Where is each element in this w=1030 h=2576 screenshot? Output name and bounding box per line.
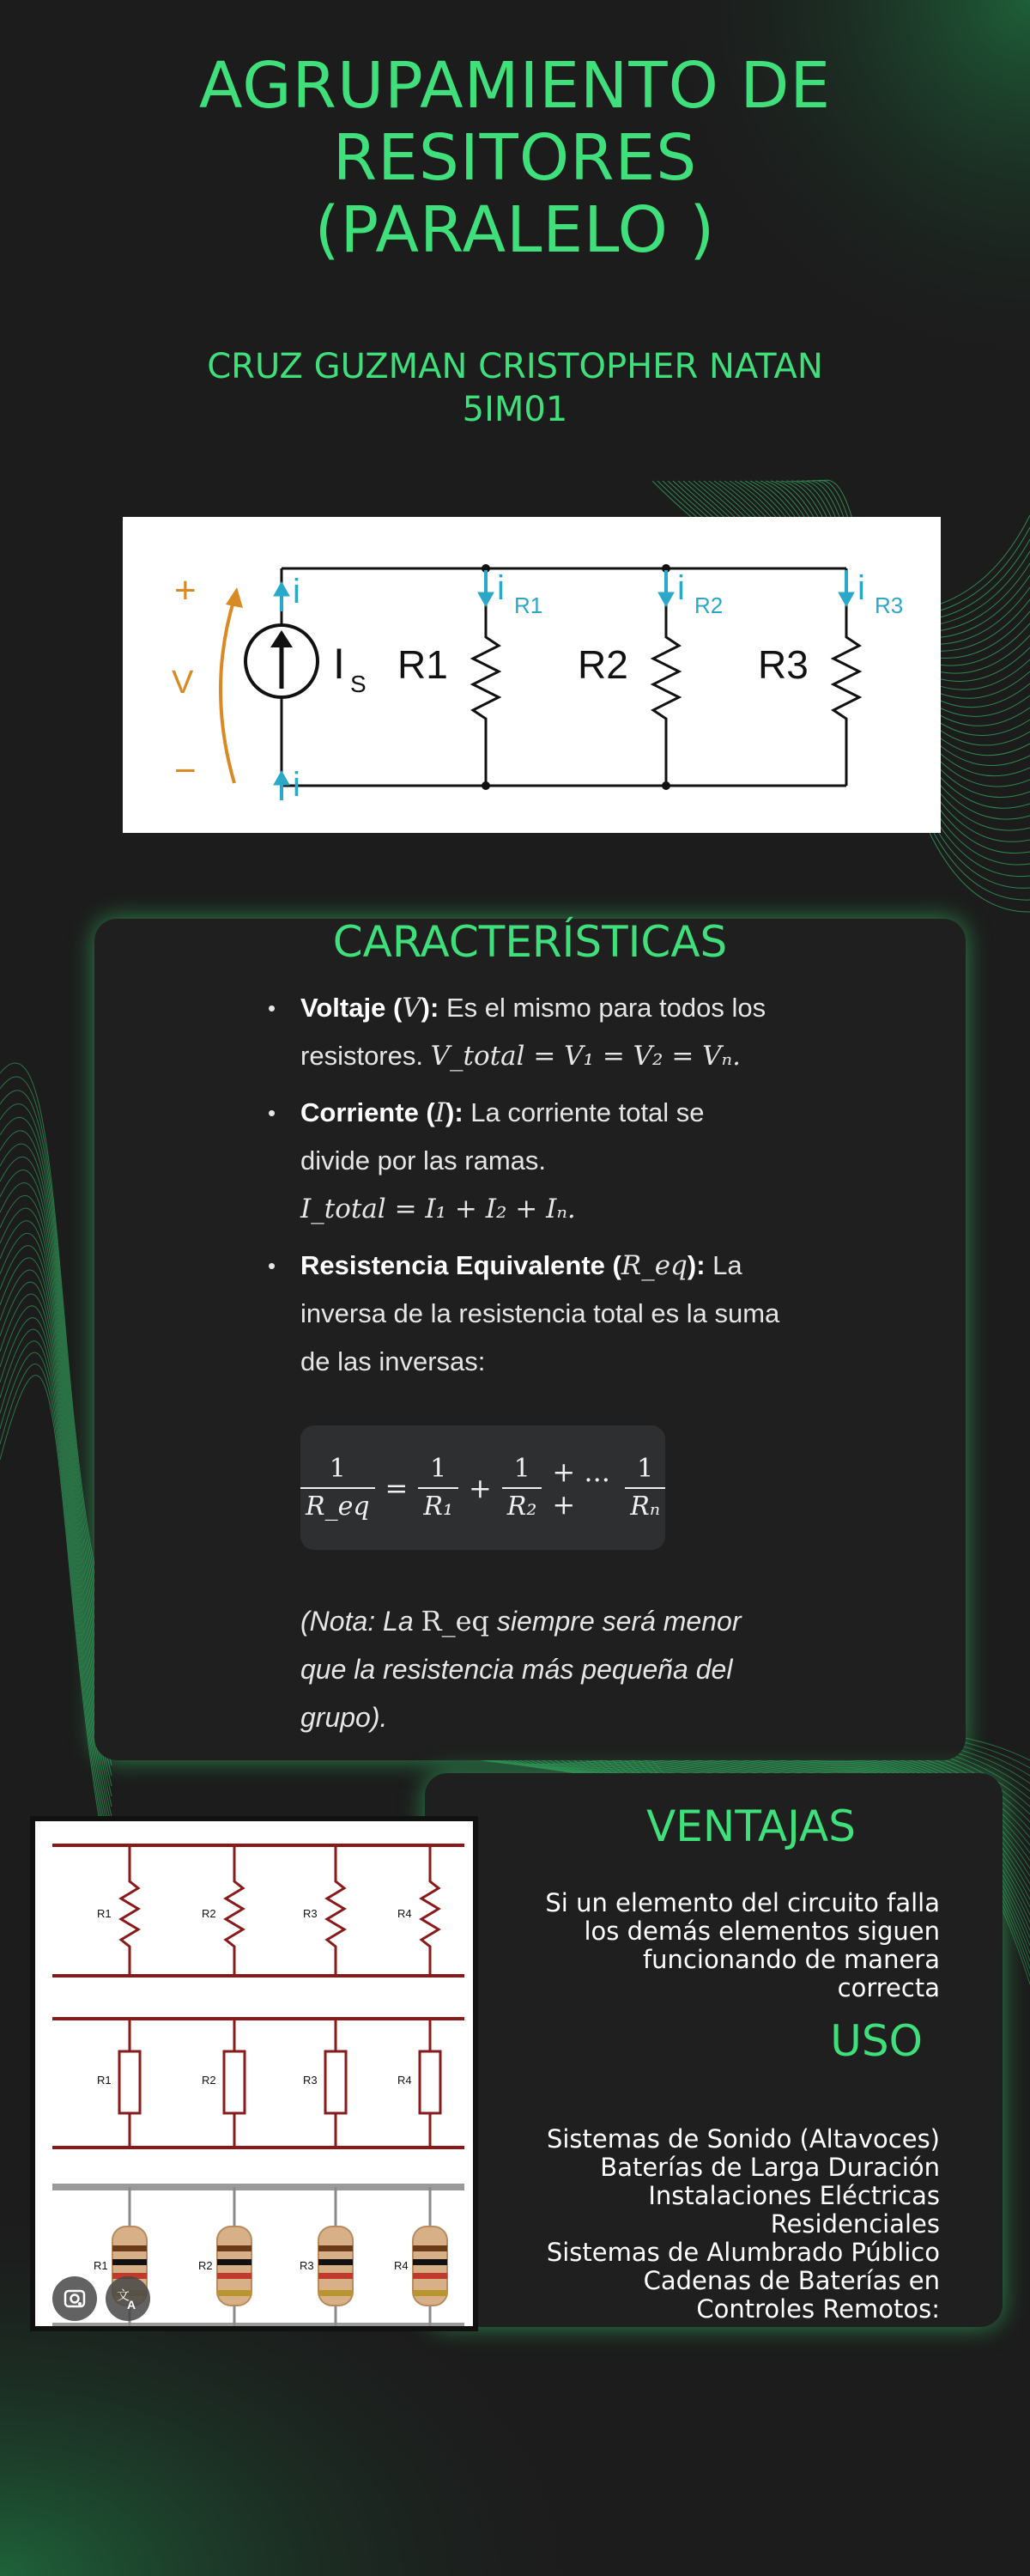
characteristics-card bbox=[94, 919, 966, 1760]
resistor-label: R2 bbox=[198, 2259, 213, 2272]
zigzag-resistor bbox=[121, 1845, 138, 1976]
resistor-label: R1 bbox=[94, 2259, 108, 2272]
current-i-r1: i bbox=[497, 569, 505, 607]
current-i-top: i bbox=[293, 573, 300, 611]
uses-text: Sistemas de Sonido (Altavoces) Baterías de Larga Duración Instalaciones Eléctricas Residenciales Sistemas de Alumbrado Público Cadenas de Baterías en Controles Remotos: bbox=[546, 2124, 940, 2324]
current-text: La corriente total se divide por las ramas. bbox=[300, 1097, 705, 1176]
color-band bbox=[217, 2273, 251, 2279]
color-band bbox=[217, 2245, 251, 2251]
current-label-text: Corriente ( bbox=[300, 1097, 435, 1127]
current-i-bottom: i bbox=[293, 766, 300, 804]
circuit-svg bbox=[123, 517, 941, 833]
color-band bbox=[413, 2290, 447, 2296]
fraction-req: $\frac{1}{R\_eq}$ bbox=[300, 1456, 375, 1520]
fraction-r2: $\frac{1}{\text{R₂}}$ bbox=[502, 1456, 542, 1520]
color-band bbox=[112, 2259, 147, 2265]
current-sub-r1: R1 bbox=[514, 592, 543, 618]
voltage-plus: + bbox=[174, 569, 197, 611]
current-i-r2: i bbox=[677, 569, 685, 607]
author-name: CRUZ GUZMAN CRISTOPHER NATAN 5IM01 bbox=[207, 347, 823, 429]
formula-equals: = bbox=[385, 1471, 409, 1504]
resistor-image bbox=[30, 1816, 478, 2331]
color-band bbox=[217, 2259, 251, 2265]
resistor-label: R1 bbox=[97, 2074, 112, 2087]
formula-dots: + ... + bbox=[552, 1455, 610, 1521]
circuit-diagram bbox=[123, 517, 941, 833]
current-equation: I_total = I₁ + I₂ + Iₙ. bbox=[300, 1194, 576, 1224]
bullet-resistance bbox=[300, 1242, 781, 1386]
color-band bbox=[112, 2245, 147, 2251]
note-text: (Nota: La R_eq siempre será menor que la resistencia más pequeña del grupo). bbox=[300, 1605, 742, 1733]
page-title: AGRUPAMIENTO DE RESITORES (PARALELO ) bbox=[198, 49, 832, 267]
voltage-symbol: V bbox=[402, 993, 421, 1024]
voltage-label: V bbox=[172, 665, 194, 701]
resistance-symbol: R_eq bbox=[621, 1250, 688, 1281]
color-band bbox=[413, 2259, 447, 2265]
equivalent-resistance-formula bbox=[300, 1425, 665, 1550]
wire-bottom bbox=[52, 2323, 464, 2326]
current-sub-r2: R2 bbox=[694, 592, 724, 618]
node-dot bbox=[482, 781, 490, 790]
bullet-voltage bbox=[300, 984, 781, 1080]
resistor-label-r3: R3 bbox=[758, 642, 809, 687]
resistor-label: R4 bbox=[397, 2074, 412, 2087]
resistor-label: R2 bbox=[202, 2074, 216, 2087]
color-band bbox=[318, 2273, 353, 2279]
node-dot bbox=[662, 781, 670, 790]
svg-text:文: 文 bbox=[117, 2288, 130, 2303]
zigzag-resistor bbox=[421, 1845, 439, 1976]
color-band bbox=[318, 2290, 353, 2296]
box-resistor bbox=[119, 2051, 140, 2113]
bullet-current bbox=[300, 1089, 781, 1233]
wire-top bbox=[52, 2184, 464, 2190]
resistance-close: ): bbox=[687, 1250, 706, 1280]
resistor-label: R3 bbox=[303, 2074, 318, 2087]
resistor-label: R4 bbox=[394, 2259, 409, 2272]
voltage-equation: V_total = V₁ = V₂ = Vₙ. bbox=[430, 1041, 741, 1072]
advantages-card bbox=[425, 1773, 1003, 2327]
svg-text:A: A bbox=[127, 2298, 136, 2312]
box-resistor bbox=[224, 2051, 245, 2113]
current-symbol: I bbox=[434, 1097, 445, 1128]
fraction-rn: $\frac{1}{\text{Rₙ}}$ bbox=[625, 1456, 665, 1520]
fraction-r1: $\frac{1}{\text{R₁}}$ bbox=[418, 1456, 458, 1520]
color-band bbox=[217, 2290, 251, 2296]
lens-icon[interactable] bbox=[52, 2276, 97, 2321]
source-label: I bbox=[333, 640, 345, 688]
characteristics-list bbox=[300, 984, 781, 1394]
note-symbol: R_eq bbox=[421, 1605, 490, 1637]
current-close: ): bbox=[445, 1097, 464, 1127]
resistor-label: R1 bbox=[97, 1907, 112, 1920]
color-band bbox=[413, 2273, 447, 2279]
color-band bbox=[318, 2245, 353, 2251]
resistance-label-text: Resistencia Equivalente ( bbox=[300, 1250, 621, 1280]
resistor-label: R3 bbox=[300, 2259, 314, 2272]
zigzag-resistor bbox=[327, 1845, 344, 1976]
voltage-arrow bbox=[221, 598, 234, 783]
characteristics-title: CARACTERÍSTICAS bbox=[332, 917, 728, 967]
current-sub-r3: R3 bbox=[875, 592, 904, 618]
voltage-text: Es el mismo para todos los resistores. bbox=[300, 993, 766, 1071]
advantages-title: VENTAJAS bbox=[646, 1801, 856, 1851]
source-sub: S bbox=[350, 671, 367, 697]
resistor-label: R2 bbox=[202, 1907, 216, 1920]
voltage-minus: − bbox=[174, 750, 197, 792]
color-band bbox=[413, 2245, 447, 2251]
voltage-label-text: Voltaje ( bbox=[300, 993, 403, 1023]
resistor-label: R3 bbox=[303, 1907, 318, 1920]
current-i-r3: i bbox=[857, 569, 865, 607]
resistor-label-r1: R1 bbox=[397, 642, 448, 687]
advantages-text: Si un elemento del circuito falla los demás elementos siguen funcionando de manera correcta bbox=[545, 1888, 940, 2002]
box-resistor bbox=[325, 2051, 346, 2113]
resistor-label-r2: R2 bbox=[578, 642, 628, 687]
zigzag-resistor bbox=[226, 1845, 243, 1976]
uses-title: USO bbox=[830, 2016, 923, 2066]
color-band bbox=[318, 2259, 353, 2265]
resistance-text: La inversa de la resistencia total es la suma de las inversas: bbox=[300, 1250, 780, 1376]
formula-plus: + bbox=[468, 1471, 492, 1504]
voltage-close: ): bbox=[421, 993, 439, 1023]
resistor-image-svg bbox=[35, 1821, 473, 2326]
resistor-label: R4 bbox=[397, 1907, 412, 1920]
translate-icon[interactable] bbox=[106, 2276, 150, 2321]
box-resistor bbox=[420, 2051, 440, 2113]
